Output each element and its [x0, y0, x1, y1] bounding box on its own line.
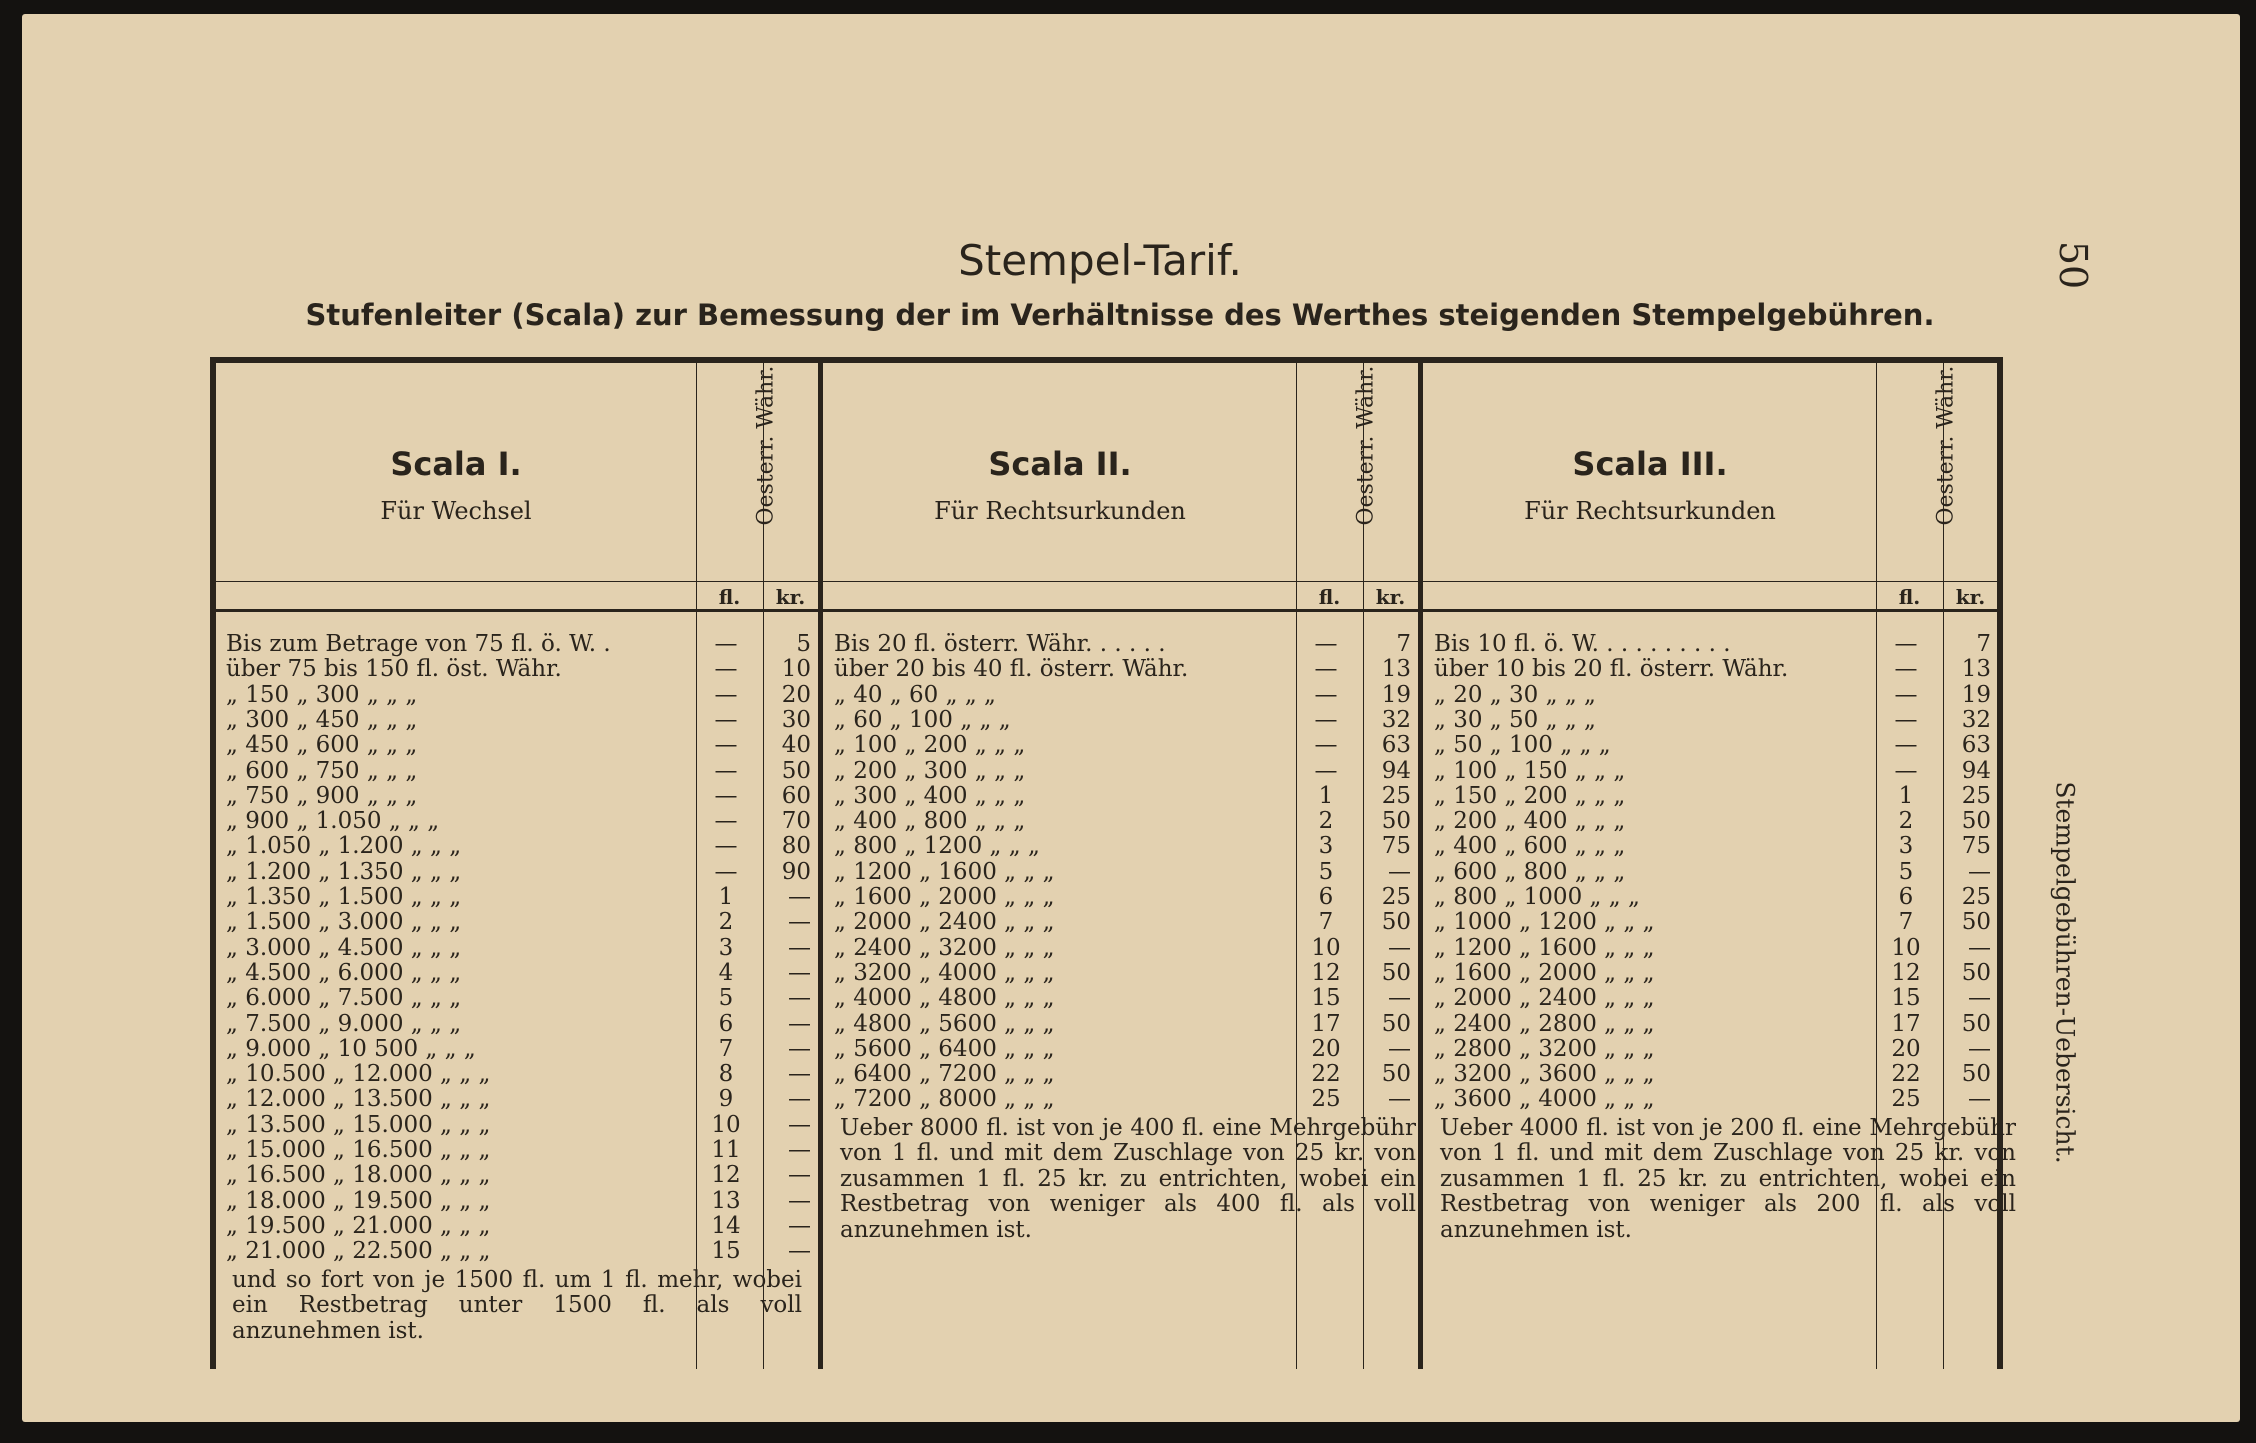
row-range-text: „ 40 „ 60 „ „ „ — [834, 681, 996, 708]
row-range-text: über 10 bis 20 fl. österr. Währ. — [1434, 656, 1789, 683]
row-range-text: „ 600 „ 750 „ „ „ — [226, 757, 418, 784]
row-fl-value: — — [1894, 757, 1918, 784]
row-kr-value: 50 — [1961, 1061, 1991, 1088]
row-range-text: „ 2800 „ 3200 „ „ „ — [1434, 1035, 1655, 1062]
row-range-text: Bis 10 fl. ö. W. . . . . . . . . . — [1434, 631, 1731, 657]
row-kr-value: — — [788, 934, 811, 961]
row-fl-value: 7 — [1898, 909, 1914, 936]
row-range-text: „ 30 „ 50 „ „ „ — [1434, 706, 1596, 733]
scala3-note: Ueber 4000 fl. ist von je 200 fl. eine Mehrgebühr von 1 fl. und mit dem Zuschlage von 25 kr. von zusammen 1 fl. 25 kr. zu entrichten, wobei ein Restbetrag von weniger als 200 fl. als voll anzunehmen ist. — [1440, 1114, 2016, 1243]
row-fl-value: 5 — [718, 985, 734, 1012]
table-row — [1424, 656, 1998, 681]
row-fl-value: 2 — [718, 909, 734, 936]
row-kr-value: 20 — [781, 681, 811, 708]
row-kr-value: 25 — [1381, 884, 1411, 910]
row-fl-value: 20 — [1311, 1035, 1341, 1062]
row-kr-value: — — [788, 1162, 811, 1189]
row-kr-value: 75 — [1381, 833, 1411, 860]
table-row — [216, 732, 818, 757]
row-range-text: „ 1.050 „ 1.200 „ „ „ — [226, 833, 462, 860]
row-kr-value: 90 — [781, 858, 811, 885]
table-row — [216, 1188, 818, 1213]
row-kr-value: 75 — [1961, 833, 1991, 860]
row-range-text: „ 50 „ 100 „ „ „ — [1434, 732, 1611, 759]
row-range-text: „ 3200 „ 4000 „ „ „ — [834, 959, 1055, 986]
row-kr-value: 63 — [1961, 732, 1991, 759]
row-range-text: „ 100 „ 150 „ „ „ — [1434, 757, 1626, 784]
row-fl-value: 5 — [1898, 858, 1914, 885]
page-subtitle: Stufenleiter (Scala) zur Bemessung der im Verhältnisse des Werthes steigenden Stempelgebühren. — [305, 298, 1935, 332]
row-kr-value: 25 — [1961, 884, 1991, 910]
row-range-text: „ 9.000 „ 10 500 „ „ „ — [226, 1035, 476, 1062]
row-kr-value: — — [788, 884, 811, 910]
row-fl-value: — — [1314, 706, 1338, 733]
row-kr-value: — — [788, 1061, 811, 1088]
row-fl-value: 17 — [1891, 1010, 1921, 1037]
header-rule-2 — [216, 609, 1997, 612]
row-kr-value: — — [788, 1010, 811, 1037]
table-row — [216, 1162, 818, 1187]
table-row — [216, 707, 818, 732]
row-fl-value: 14 — [711, 1212, 741, 1239]
row-range-text: „ 1600 „ 2000 „ „ „ — [834, 884, 1055, 910]
table-row — [216, 960, 818, 985]
row-fl-value: 3 — [1318, 833, 1334, 860]
row-kr-value: — — [1388, 1035, 1411, 1062]
row-fl-value: 15 — [711, 1238, 741, 1265]
row-kr-value: — — [788, 1086, 811, 1113]
row-kr-value: 30 — [781, 706, 811, 733]
row-fl-value: — — [1894, 706, 1918, 733]
table-row — [824, 682, 1418, 707]
row-kr-value: — — [1968, 858, 1991, 885]
row-range-text: Bis 20 fl. österr. Währ. . . . . . — [834, 631, 1166, 657]
row-range-text: „ 200 „ 300 „ „ „ — [834, 757, 1026, 784]
row-fl-value: 22 — [1891, 1061, 1921, 1088]
row-kr-value: 19 — [1381, 681, 1411, 708]
row-kr-value: 63 — [1381, 732, 1411, 759]
row-kr-value: 13 — [1381, 656, 1411, 683]
row-fl-value: 7 — [1318, 909, 1334, 936]
table-row — [1424, 783, 1998, 808]
row-range-text: „ 150 „ 200 „ „ „ — [1434, 782, 1626, 809]
row-range-text: „ 2400 „ 2800 „ „ „ — [1434, 1010, 1655, 1037]
table-row — [216, 859, 818, 884]
row-kr-value: 50 — [1961, 909, 1991, 936]
table-row — [216, 935, 818, 960]
table-row — [216, 1086, 818, 1111]
row-range-text: „ 3600 „ 4000 „ „ „ — [1434, 1086, 1655, 1113]
row-fl-value: — — [714, 858, 738, 885]
page-number: 50 — [2051, 240, 2095, 290]
row-kr-value: 32 — [1961, 706, 1991, 733]
scala3-unit-kr: kr. — [1955, 585, 1986, 609]
row-kr-value: — — [788, 909, 811, 936]
row-fl-value: 1 — [1898, 782, 1914, 809]
table-row — [216, 1112, 818, 1137]
row-kr-value: — — [788, 1111, 811, 1138]
row-range-text: „ 1.200 „ 1.350 „ „ „ — [226, 858, 462, 885]
row-kr-value: 94 — [1381, 757, 1411, 784]
row-range-text: „ 1200 „ 1600 „ „ „ — [834, 858, 1055, 885]
row-range-text: „ 10.500 „ 12.000 „ „ „ — [226, 1061, 491, 1088]
row-range-text: „ 2000 „ 2400 „ „ „ — [1434, 985, 1655, 1012]
row-fl-value: — — [1314, 631, 1338, 657]
table-row — [1424, 935, 1998, 960]
table-row — [1424, 859, 1998, 884]
table-row — [824, 1011, 1418, 1036]
table-row — [824, 884, 1418, 909]
row-range-text: „ 13.500 „ 15.000 „ „ „ — [226, 1111, 491, 1138]
row-kr-value: 50 — [1961, 1010, 1991, 1037]
table-row — [216, 656, 818, 681]
row-kr-value: 50 — [1381, 1010, 1411, 1037]
row-fl-value: — — [714, 833, 738, 860]
row-kr-value: — — [1388, 858, 1411, 885]
table-row — [824, 1036, 1418, 1061]
row-fl-value: — — [1894, 631, 1918, 657]
scala1-subtitle: Für Wechsel — [380, 497, 532, 525]
page-title: Stempel-Tarif. — [958, 236, 1242, 285]
row-range-text: „ 800 „ 1000 „ „ „ — [1434, 884, 1640, 910]
row-kr-value: 7 — [1976, 631, 1991, 657]
row-kr-value: — — [1388, 934, 1411, 961]
row-fl-value: — — [1314, 757, 1338, 784]
table-row — [216, 808, 818, 833]
row-fl-value: — — [714, 631, 738, 657]
table-row — [216, 1137, 818, 1162]
table-row — [824, 985, 1418, 1010]
separator-s2-s3 — [1418, 363, 1423, 1369]
row-range-text: „ 1.350 „ 1.500 „ „ „ — [226, 884, 462, 910]
scala2-subtitle: Für Rechtsurkunden — [934, 497, 1186, 525]
row-kr-value: — — [1968, 985, 1991, 1012]
scala3-name: Scala III. — [1572, 445, 1728, 483]
table-row — [216, 1061, 818, 1086]
row-kr-value: — — [788, 959, 811, 986]
row-range-text: „ 15.000 „ 16.500 „ „ „ — [226, 1137, 491, 1163]
row-kr-value: 70 — [781, 808, 811, 835]
scala1-name: Scala I. — [390, 445, 522, 483]
scala1-unit-fl: fl. — [718, 585, 741, 609]
row-kr-value: 50 — [1961, 959, 1991, 986]
row-fl-value: 20 — [1891, 1035, 1921, 1062]
table-row — [216, 833, 818, 858]
row-fl-value: 10 — [711, 1111, 741, 1138]
row-range-text: über 75 bis 150 fl. öst. Währ. — [226, 656, 562, 683]
row-range-text: „ 12.000 „ 13.500 „ „ „ — [226, 1086, 491, 1113]
row-range-text: „ 3.000 „ 4.500 „ „ „ — [226, 934, 462, 961]
row-kr-value: 40 — [781, 732, 811, 759]
row-range-text: „ 60 „ 100 „ „ „ — [834, 706, 1011, 733]
row-fl-value: 15 — [1311, 985, 1341, 1012]
table-row — [1424, 707, 1998, 732]
row-fl-value: 13 — [711, 1187, 741, 1214]
row-fl-value: — — [714, 757, 738, 784]
row-fl-value: — — [1314, 732, 1338, 759]
row-fl-value: — — [1894, 681, 1918, 708]
row-fl-value: 17 — [1311, 1010, 1341, 1037]
table-row — [216, 1213, 818, 1238]
row-fl-value: 3 — [1898, 833, 1914, 860]
separator-s1-s2 — [818, 363, 823, 1369]
row-range-text: „ 6400 „ 7200 „ „ „ — [834, 1061, 1055, 1088]
table-row — [1424, 1036, 1998, 1061]
row-range-text: „ 900 „ 1.050 „ „ „ — [226, 808, 440, 835]
scala2-header — [824, 445, 1296, 525]
scala3-unit-fl: fl. — [1898, 585, 1921, 609]
scala3-currency-header: Oesterr. Währ. — [1933, 365, 1959, 526]
row-kr-value: 19 — [1961, 681, 1991, 708]
scala1-header — [216, 445, 696, 525]
row-fl-value: 1 — [1318, 782, 1334, 809]
row-range-text: „ 750 „ 900 „ „ „ — [226, 782, 418, 809]
table-row — [824, 808, 1418, 833]
row-kr-value: 50 — [1381, 1061, 1411, 1088]
table-row — [1424, 682, 1998, 707]
row-fl-value: 3 — [718, 934, 734, 961]
row-range-text: „ 100 „ 200 „ „ „ — [834, 732, 1026, 759]
row-kr-value: 50 — [1381, 808, 1411, 835]
row-range-text: „ 7200 „ 8000 „ „ „ — [834, 1086, 1055, 1113]
table-row — [1424, 909, 1998, 934]
row-fl-value: 4 — [718, 959, 734, 986]
table-row — [216, 909, 818, 934]
row-fl-value: 8 — [718, 1061, 734, 1088]
row-kr-value: 7 — [1396, 631, 1411, 657]
row-fl-value: — — [714, 656, 738, 683]
row-fl-value: — — [1894, 656, 1918, 683]
table-row — [216, 758, 818, 783]
row-kr-value: — — [788, 1187, 811, 1214]
table-row — [1424, 1061, 1998, 1086]
row-fl-value: — — [714, 681, 738, 708]
row-range-text: „ 300 „ 450 „ „ „ — [226, 706, 418, 733]
row-kr-value: 13 — [1961, 656, 1991, 683]
row-kr-value: 60 — [781, 782, 811, 809]
row-kr-value: — — [1388, 985, 1411, 1012]
row-range-text: „ 4800 „ 5600 „ „ „ — [834, 1010, 1055, 1037]
scala1-note: und so fort von je 1500 fl. um 1 fl. mehr, wobei ein Restbetrag unter 1500 fl. als voll anzunehmen ist. — [232, 1266, 802, 1344]
row-kr-value: — — [1388, 1086, 1411, 1113]
row-fl-value: 12 — [711, 1162, 741, 1189]
row-range-text: „ 400 „ 800 „ „ „ — [834, 808, 1026, 835]
row-kr-value: — — [788, 1238, 811, 1265]
row-range-text: „ 300 „ 400 „ „ „ — [834, 782, 1026, 809]
row-fl-value: 10 — [1891, 934, 1921, 961]
row-fl-value: 5 — [1318, 858, 1334, 885]
header-rule-1 — [216, 581, 1997, 582]
table-row — [824, 707, 1418, 732]
row-range-text: „ 200 „ 400 „ „ „ — [1434, 808, 1626, 835]
table-row — [1424, 808, 1998, 833]
row-kr-value: — — [788, 1035, 811, 1062]
scala1-currency-header: Oesterr. Währ. — [753, 365, 779, 526]
side-title: Stempelgebühren-Uebersicht. — [2050, 781, 2080, 1164]
row-range-text: „ 3200 „ 3600 „ „ „ — [1434, 1061, 1655, 1088]
table-row — [216, 783, 818, 808]
row-fl-value: — — [714, 732, 738, 759]
table-row — [216, 985, 818, 1010]
scala2-currency-header: Oesterr. Währ. — [1353, 365, 1379, 526]
row-kr-value: 94 — [1961, 757, 1991, 784]
table-row — [1424, 960, 1998, 985]
row-range-text: über 20 bis 40 fl. österr. Währ. — [834, 656, 1189, 683]
table-row — [216, 884, 818, 909]
table-row — [824, 1061, 1418, 1086]
row-range-text: „ 2400 „ 3200 „ „ „ — [834, 934, 1055, 961]
row-range-text: „ 150 „ 300 „ „ „ — [226, 681, 418, 708]
table-row — [216, 631, 818, 656]
row-kr-value: 50 — [1961, 808, 1991, 835]
row-fl-value: 6 — [1318, 884, 1334, 910]
table-row — [824, 833, 1418, 858]
row-fl-value: 10 — [1311, 934, 1341, 961]
scala3-subtitle: Für Rechtsurkunden — [1524, 497, 1776, 525]
row-range-text: „ 18.000 „ 19.500 „ „ „ — [226, 1187, 491, 1214]
table-row — [216, 1036, 818, 1061]
row-range-text: „ 450 „ 600 „ „ „ — [226, 732, 418, 759]
row-kr-value: 5 — [796, 631, 811, 657]
row-range-text: „ 600 „ 800 „ „ „ — [1434, 858, 1626, 885]
row-range-text: „ 800 „ 1200 „ „ „ — [834, 833, 1040, 860]
row-range-text: „ 2000 „ 2400 „ „ „ — [834, 909, 1055, 936]
table-row — [216, 1238, 818, 1263]
row-fl-value: 11 — [711, 1137, 741, 1163]
scala2-unit-fl: fl. — [1318, 585, 1341, 609]
table-row — [1424, 884, 1998, 909]
table-row — [824, 656, 1418, 681]
table-row — [824, 758, 1418, 783]
table-row — [1424, 1086, 1998, 1111]
table-row — [216, 1011, 818, 1036]
row-range-text: „ 1600 „ 2000 „ „ „ — [1434, 959, 1655, 986]
table-row — [824, 909, 1418, 934]
row-fl-value: — — [1894, 732, 1918, 759]
row-fl-value: 22 — [1311, 1061, 1341, 1088]
table-row — [1424, 833, 1998, 858]
table-row — [824, 1086, 1418, 1111]
row-kr-value: 25 — [1961, 782, 1991, 809]
row-kr-value: 32 — [1381, 706, 1411, 733]
table-row — [1424, 758, 1998, 783]
row-range-text: „ 1.500 „ 3.000 „ „ „ — [226, 909, 462, 936]
row-fl-value: 15 — [1891, 985, 1921, 1012]
row-kr-value: — — [1968, 1035, 1991, 1062]
row-fl-value: 2 — [1318, 808, 1334, 835]
row-range-text: „ 21.000 „ 22.500 „ „ „ — [226, 1238, 491, 1265]
row-kr-value: 25 — [1381, 782, 1411, 809]
table-row — [824, 935, 1418, 960]
row-range-text: „ 4.500 „ 6.000 „ „ „ — [226, 959, 462, 986]
row-range-text: „ 4000 „ 4800 „ „ „ — [834, 985, 1055, 1012]
row-range-text: „ 6.000 „ 7.500 „ „ „ — [226, 985, 462, 1012]
row-kr-value: 50 — [1381, 959, 1411, 986]
row-kr-value: — — [788, 1212, 811, 1239]
row-kr-value: — — [788, 985, 811, 1012]
row-fl-value: 6 — [1898, 884, 1914, 910]
row-fl-value: 25 — [1891, 1086, 1921, 1113]
row-fl-value: 2 — [1898, 808, 1914, 835]
row-range-text: „ 1200 „ 1600 „ „ „ — [1434, 934, 1655, 961]
row-range-text: „ 7.500 „ 9.000 „ „ „ — [226, 1010, 462, 1037]
row-kr-value: 80 — [781, 833, 811, 860]
row-kr-value: 10 — [781, 656, 811, 683]
scala2-note: Ueber 8000 fl. ist von je 400 fl. eine Mehrgebühr von 1 fl. und mit dem Zuschlage von 25 kr. von zusammen 1 fl. 25 kr. zu entrichten, wobei ein Restbetrag von weniger als 400 fl. als voll anzunehmen ist. — [840, 1114, 1416, 1243]
scala1-unit-kr: kr. — [775, 585, 806, 609]
row-fl-value: — — [714, 706, 738, 733]
table-row — [824, 631, 1418, 656]
row-kr-value: — — [1968, 1086, 1991, 1113]
table-row — [824, 960, 1418, 985]
row-fl-value: — — [714, 808, 738, 835]
table-row — [824, 859, 1418, 884]
row-fl-value: 7 — [718, 1035, 734, 1062]
row-kr-value: 50 — [1381, 909, 1411, 936]
scala3-header — [1424, 445, 1876, 525]
row-range-text: „ 400 „ 600 „ „ „ — [1434, 833, 1626, 860]
table-row — [216, 682, 818, 707]
table-row — [1424, 631, 1998, 656]
table-row — [824, 732, 1418, 757]
row-fl-value: 1 — [718, 884, 734, 910]
scala2-name: Scala II. — [988, 445, 1132, 483]
row-range-text: Bis zum Betrage von 75 fl. ö. W. . — [226, 631, 611, 657]
row-fl-value: 25 — [1311, 1086, 1341, 1113]
row-kr-value: 50 — [781, 757, 811, 784]
scala2-unit-kr: kr. — [1375, 585, 1406, 609]
row-kr-value: — — [788, 1137, 811, 1163]
row-range-text: „ 1000 „ 1200 „ „ „ — [1434, 909, 1655, 936]
table-row — [1424, 732, 1998, 757]
row-range-text: „ 5600 „ 6400 „ „ „ — [834, 1035, 1055, 1062]
row-fl-value: 12 — [1891, 959, 1921, 986]
row-fl-value: — — [1314, 656, 1338, 683]
row-fl-value: 9 — [718, 1086, 734, 1113]
row-fl-value: 6 — [718, 1010, 734, 1037]
row-range-text: „ 19.500 „ 21.000 „ „ „ — [226, 1212, 491, 1239]
row-fl-value: — — [714, 782, 738, 809]
row-fl-value: — — [1314, 681, 1338, 708]
table-row — [1424, 985, 1998, 1010]
row-range-text: „ 16.500 „ 18.000 „ „ „ — [226, 1162, 491, 1189]
row-range-text: „ 20 „ 30 „ „ „ — [1434, 681, 1596, 708]
table-row — [824, 783, 1418, 808]
table-row — [1424, 1011, 1998, 1036]
row-fl-value: 12 — [1311, 959, 1341, 986]
row-kr-value: — — [1968, 934, 1991, 961]
